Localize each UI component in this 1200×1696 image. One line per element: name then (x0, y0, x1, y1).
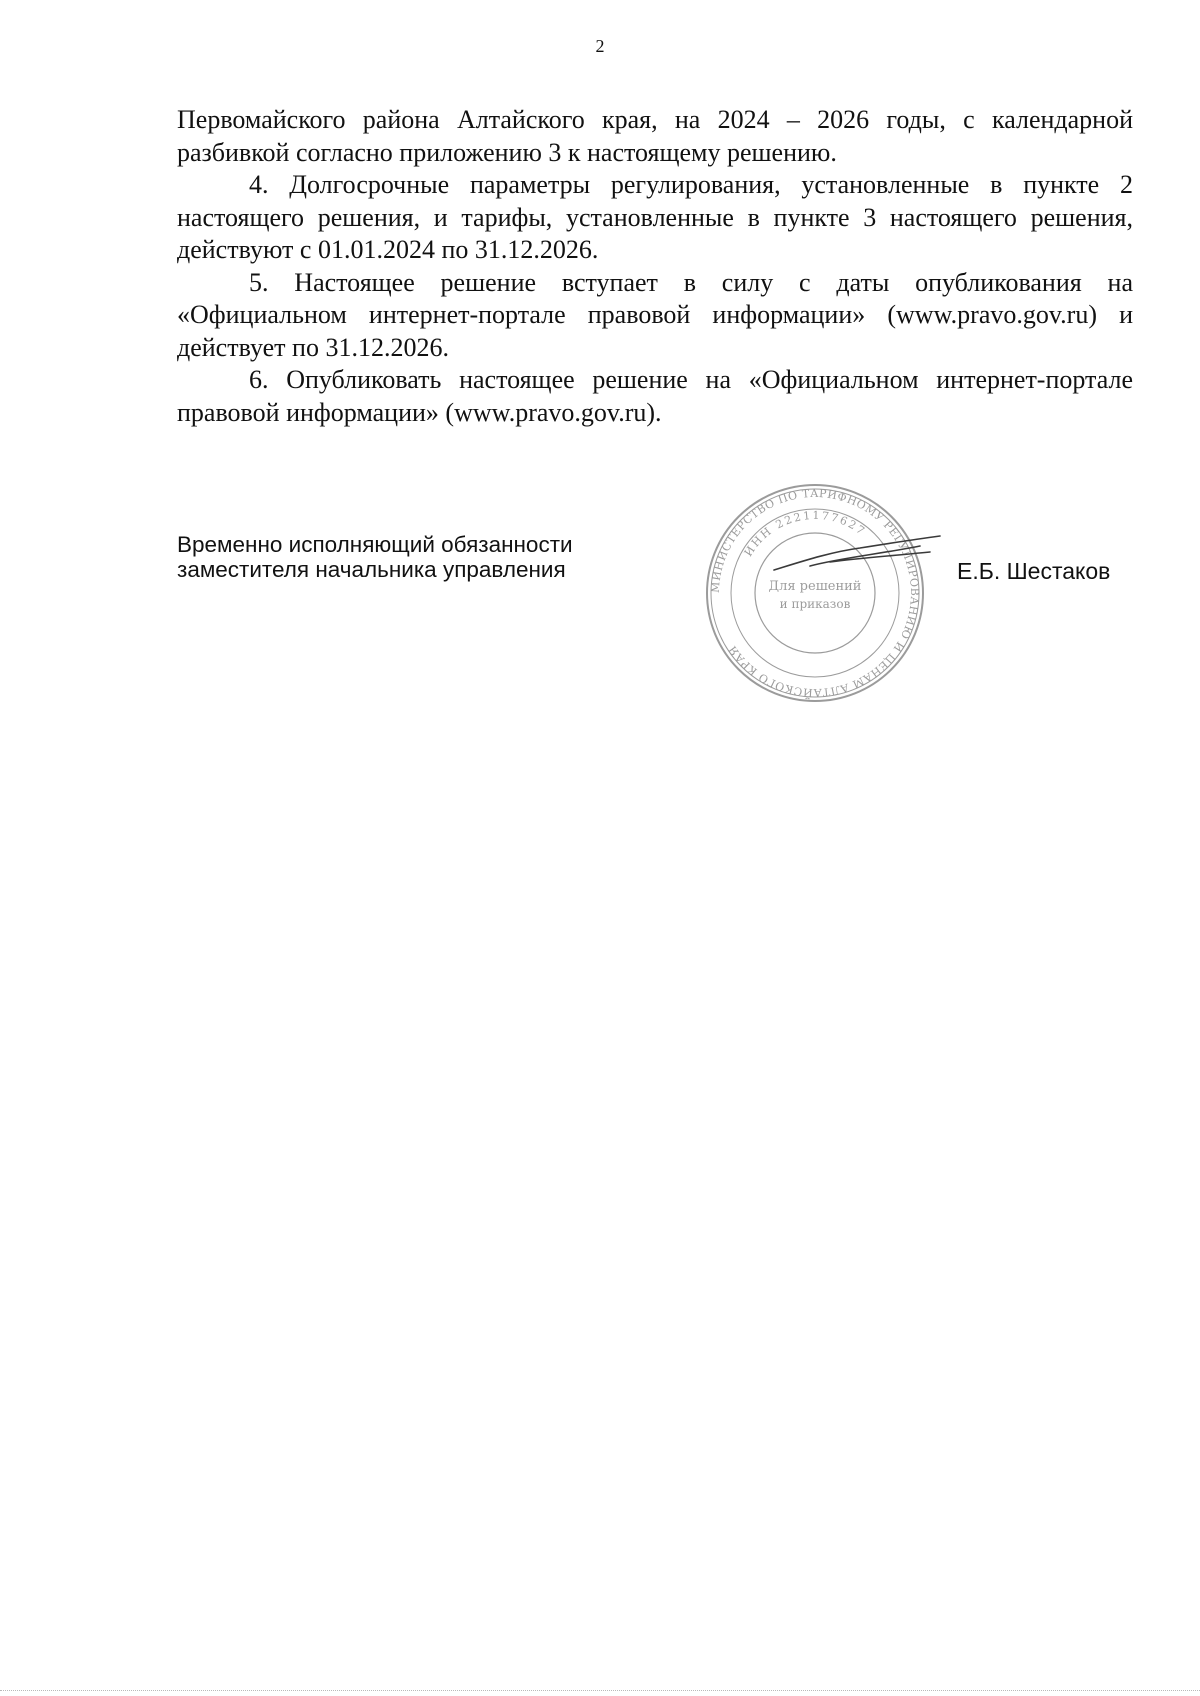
page-number: 2 (595, 36, 605, 56)
stamp-center-line-2: и приказов (779, 597, 851, 611)
signatory-position (177, 532, 657, 582)
paragraph-item-4: 4. Долгосрочные параметры регулирования, установленные в пункте 2 настоящего решения, и тарифы, установленные в пункте 3 настоящего решения, действуют с 01.01.2024 по 31.12.2026. (177, 170, 1133, 264)
stamp-inn-text: ИНН 2221177627 (741, 508, 869, 559)
signer-name: Е.Б. Шестаков (957, 558, 1111, 584)
document-body (177, 104, 1133, 429)
paragraph-item-6: 6. Опубликовать настоящее решение на «Официальном интернет-портале правовой информации» (www.pravo.gov.ru). (177, 365, 1133, 427)
stamp-center-line-1: Для решений (768, 579, 862, 594)
paragraph-item-5: 5. Настоящее решение вступает в силу с даты опубликования на «Официальном интернет-портале правовой информации» (www.pravo.gov.ru) и действует по 31.12.2026. (177, 267, 1133, 362)
signatory-position-line-2: заместителя начальника управления (177, 557, 566, 582)
stamp-outer-text: МИНИСТЕРСТВО ПО ТАРИФНОМУ РЕГУЛИРОВАНИЮ И ЦЕНАМ АЛТАЙСКОГО КРАЯ (708, 486, 922, 700)
handwritten-signature (770, 532, 950, 582)
paragraph-continuation: Первомайского района Алтайского края, на 2024 – 2026 годы, с календарной разбивкой согласно приложению 3 к настоящему решению. (177, 105, 1133, 167)
official-stamp-seal (700, 478, 930, 708)
scan-edge-line (0, 1690, 1200, 1691)
signatory-position-line-1: Временно исполняющий обязанности (177, 532, 573, 557)
